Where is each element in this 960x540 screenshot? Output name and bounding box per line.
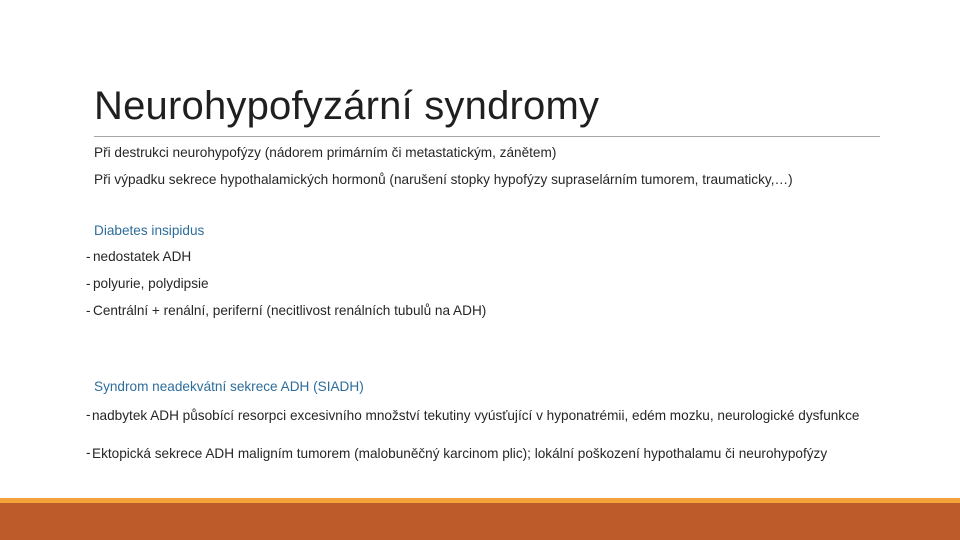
footer-stripe xyxy=(0,503,960,540)
title-divider xyxy=(94,136,880,137)
list-item-text: nadbytek ADH působící resorpci excesivního množství tekutiny vyúsťující v hyponatrémii, edém mozku, neurologické dysfunkce xyxy=(92,408,860,423)
list-item-text: nedostatek ADH xyxy=(93,249,192,264)
bullet-dash: - xyxy=(86,276,91,291)
slide-title: Neurohypofyzární syndromy xyxy=(94,84,600,128)
bullet-dash: - xyxy=(86,445,91,460)
bullet-dash: - xyxy=(86,407,91,422)
intro-line-1: Při destrukci neurohypofýzy (nádorem primárním či metastatickým, zánětem) xyxy=(94,145,557,160)
section-heading-siadh: Syndrom neadekvátní sekrece ADH (SIADH) xyxy=(94,379,364,394)
section-heading-diabetes-insipidus: Diabetes insipidus xyxy=(94,223,205,238)
bullet-dash: - xyxy=(86,249,91,264)
list-item-text: polyurie, polydipsie xyxy=(93,276,209,291)
intro-line-2: Při výpadku sekrece hypothalamických hormonů (narušení stopky hypofýzy supraselárním tumorem, traumaticky,…) xyxy=(94,172,793,187)
bullet-dash: - xyxy=(86,303,91,318)
list-item-text: Centrální + renální, periferní (necitlivost renálních tubulů na ADH) xyxy=(93,303,487,318)
list-item-text: Ektopická sekrece ADH maligním tumorem (malobuněčný karcinom plic); lokální poškození hypothalamu či neurohypofýzy xyxy=(92,446,828,461)
